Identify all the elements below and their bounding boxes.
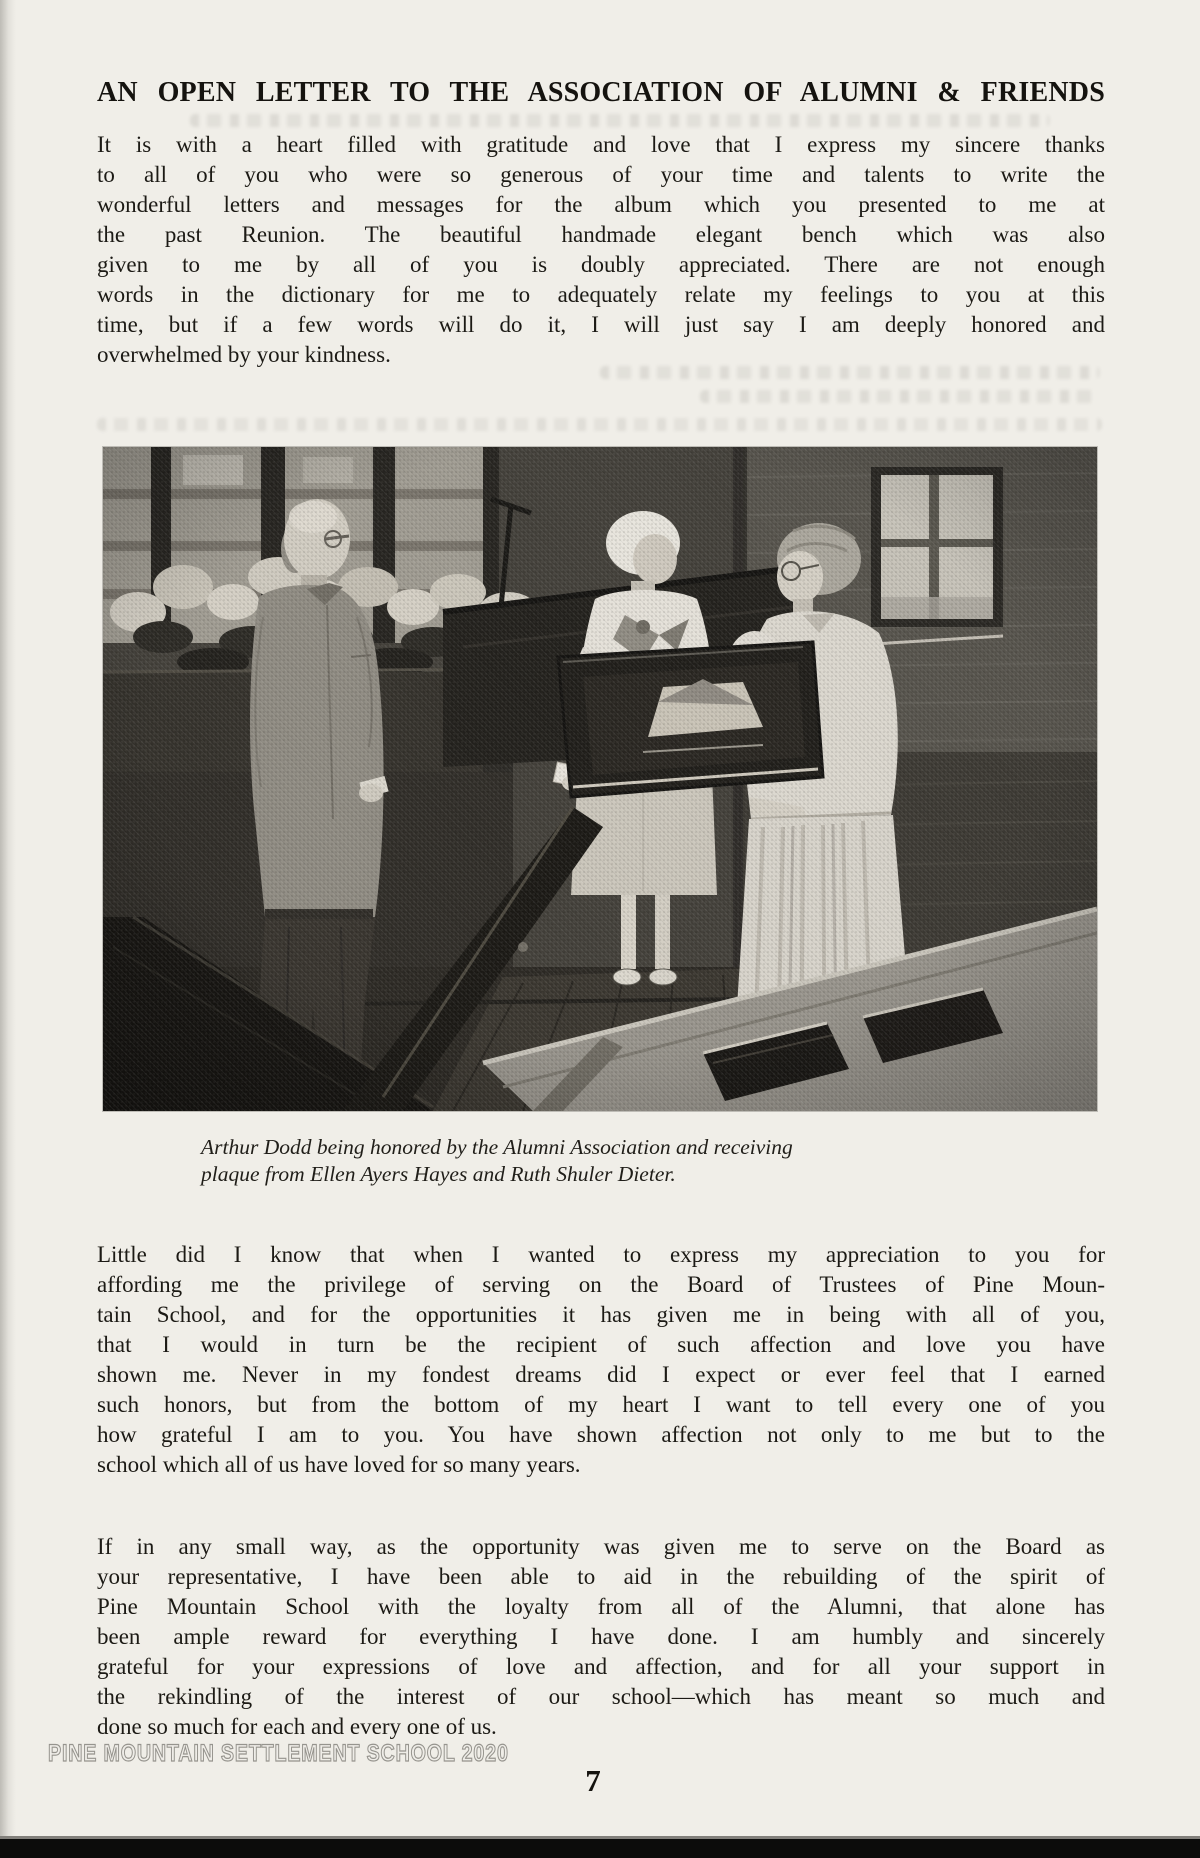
text-line: shown me. Never in my fondest dreams did I expect or ever feel that I earned (97, 1362, 1105, 1387)
text-line: grateful for your expressions of love and affection, and for all your support in (97, 1654, 1105, 1679)
text-line: tain School, and for the opportunities it has given me in being with all of you, (97, 1302, 1105, 1327)
body-paragraph-1 (97, 130, 1105, 370)
photo-caption (201, 1134, 1001, 1188)
photograph (103, 447, 1097, 1111)
text-line: time, but if a few words will do it, I will just say I am deeply honored and (97, 312, 1105, 337)
body-paragraph-2 (97, 1240, 1105, 1480)
bleed-through-artifact (190, 114, 1050, 127)
bleed-through-artifact (700, 390, 1100, 403)
text-line: that I would in turn be the recipient of such affection and love you have (97, 1332, 1105, 1357)
page-number: 7 (585, 1763, 601, 1798)
text-line: words in the dictionary for me to adequately relate my feelings to you at this (97, 282, 1105, 307)
text-line: how grateful I am to you. You have shown affection not only to me but to the (97, 1422, 1105, 1447)
text-line: school which all of us have loved for so many years. (97, 1452, 581, 1477)
bleed-through-artifact (97, 418, 1102, 431)
text-line: Little did I know that when I wanted to express my appreciation to you for (97, 1242, 1105, 1267)
text-line: Arthur Dodd being honored by the Alumni Association and receiving (201, 1135, 793, 1159)
watermark: PINE MOUNTAIN SETTLEMENT SCHOOL 2020 (48, 1740, 509, 1767)
text-line: overwhelmed by your kindness. (97, 342, 391, 367)
body-paragraph-3 (97, 1532, 1105, 1742)
text-line: been ample reward for everything I have done. I am humbly and sincerely (97, 1624, 1105, 1649)
text-line: done so much for each and every one of us. (97, 1714, 497, 1739)
scan-edge-shadow (0, 0, 16, 1858)
text-line: plaque from Ellen Ayers Hayes and Ruth Shuler Dieter. (201, 1162, 676, 1186)
vignette-overlay (103, 447, 1097, 1111)
page-title: AN OPEN LETTER TO THE ASSOCIATION OF ALUMNI & FRIENDS (97, 77, 1105, 108)
text-line: If in any small way, as the opportunity was given me to serve on the Board as (97, 1534, 1105, 1559)
text-line: the past Reunion. The beautiful handmade elegant bench which was also (97, 222, 1105, 247)
text-line: such honors, but from the bottom of my heart I want to tell every one of you (97, 1392, 1105, 1417)
text-line: It is with a heart filled with gratitude and love that I express my sincere thanks (97, 132, 1105, 157)
text-line: wonderful letters and messages for the album which you presented to me at (97, 192, 1105, 217)
scan-edge-bar (0, 1836, 1200, 1858)
text-line: given to me by all of you is doubly appreciated. There are not enough (97, 252, 1105, 277)
text-line: to all of you who were so generous of your time and talents to write the (97, 162, 1105, 187)
text-line: the rekindling of the interest of our school—which has meant so much and (97, 1684, 1105, 1709)
text-line: affording me the privilege of serving on the Board of Trustees of Pine Moun- (97, 1272, 1105, 1297)
text-line: Pine Mountain School with the loyalty from all of the Alumni, that alone has (97, 1594, 1105, 1619)
text-line: your representative, I have been able to aid in the rebuilding of the spirit of (97, 1564, 1105, 1589)
